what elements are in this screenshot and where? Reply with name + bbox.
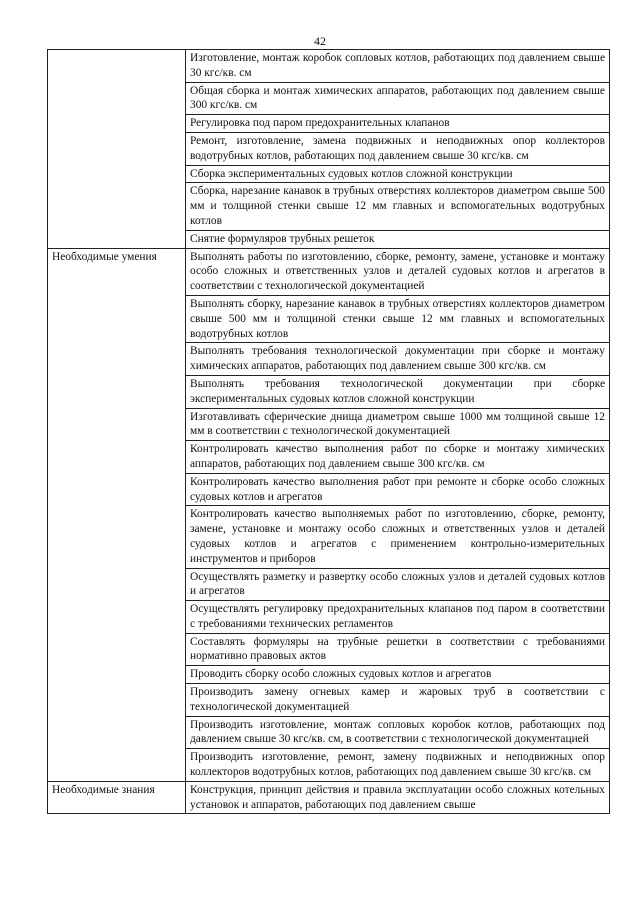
requirement-item: Снятие формуляров трубных решеток	[186, 230, 610, 248]
requirement-item: Проводить сборку особо сложных судовых котлов и агрегатов	[186, 666, 610, 684]
page-number: 42	[314, 34, 326, 48]
requirement-item: Выполнять сборку, нарезание канавок в трубных отверстиях коллекторов диаметром свыше 500 мм и толщиной стенки свыше 12 мм главных и вспомогательных водотрубных котлов	[186, 295, 610, 342]
requirement-item: Выполнять работы по изготовлению, сборке, ремонту, замене, установке и монтажу особо сложных и ответственных узлов и деталей судовых котлов и агрегатов в соответствии с технологической документацией	[186, 248, 610, 295]
requirement-item: Ремонт, изготовление, замена подвижных и неподвижных опор коллекторов водотрубных котлов, работающих под давлением свыше 30 кгс/кв. см	[186, 132, 610, 165]
table-row	[48, 781, 610, 814]
requirement-item: Контролировать качество выполнения работ при ремонте и сборке особо сложных судовых котлов и агрегатов	[186, 473, 610, 506]
table-row	[48, 50, 610, 83]
requirement-item: Производить замену огневых камер и жаровых труб в соответствии с технологической документацией	[186, 684, 610, 717]
requirement-item: Осуществлять разметку и развертку особо сложных узлов и деталей судовых котлов и агрегатов	[186, 568, 610, 601]
requirement-item: Составлять формуляры на трубные решетки в соответствии с требованиями нормативно правовых актов	[186, 633, 610, 666]
requirement-item: Контролировать качество выполнения работ по сборке и монтажу химических аппаратов, работающих под давлением свыше 300 кгс/кв. см	[186, 441, 610, 474]
requirement-item: Конструкция, принцип действия и правила эксплуатации особо сложных котельных установок и аппаратов, работающих под давлением свыше	[186, 781, 610, 814]
requirement-item: Контролировать качество выполняемых работ по изготовлению, сборке, ремонту, замене, установке и монтажу особо сложных и ответственных узлов и деталей судовых котлов и агрегатов с применением контрольно-измерительных инструментов и приборов	[186, 506, 610, 568]
requirement-item: Выполнять требования технологической документации при сборке экспериментальных судовых котлов сложной конструкции	[186, 375, 610, 408]
qualification-table	[47, 49, 610, 814]
table-body	[48, 50, 610, 814]
requirement-item: Осуществлять регулировку предохранительных клапанов под паром в соответствии с требованиями технических регламентов	[186, 601, 610, 634]
section-label: Необходимые умения	[48, 248, 186, 781]
requirement-item: Производить изготовление, ремонт, замену подвижных и неподвижных опор коллекторов водотрубных котлов, работающих под давлением свыше 30 кгс/кв. см	[186, 749, 610, 782]
requirement-item: Изготавливать сферические днища диаметром свыше 1000 мм толщиной свыше 12 мм в соответствии с технологической документацией	[186, 408, 610, 441]
requirement-item: Регулировка под паром предохранительных клапанов	[186, 115, 610, 133]
requirement-item: Выполнять требования технологической документации при сборке и монтажу химических аппаратов, работающих под давлением свыше 300 кгс/кв. см	[186, 343, 610, 376]
requirement-item: Сборка экспериментальных судовых котлов сложной конструкции	[186, 165, 610, 183]
requirement-item: Общая сборка и монтаж химических аппаратов, работающих под давлением свыше 300 кгс/кв. см	[186, 82, 610, 115]
requirement-item: Сборка, нарезание канавок в трубных отверстиях коллекторов диаметром свыше 500 мм и толщиной стенки свыше 12 мм главных и вспомогательных водотрубных котлов	[186, 183, 610, 230]
requirement-item: Изготовление, монтаж коробок сопловых котлов, работающих под давлением свыше 30 кгс/кв. см	[186, 50, 610, 83]
table-row	[48, 248, 610, 295]
section-label: Необходимые знания	[48, 781, 186, 814]
section-label	[48, 50, 186, 249]
requirement-item: Производить изготовление, монтаж сопловых коробок котлов, работающих под давлением свыше 30 кгс/кв. см, в соответствии с технологической документацией	[186, 716, 610, 749]
